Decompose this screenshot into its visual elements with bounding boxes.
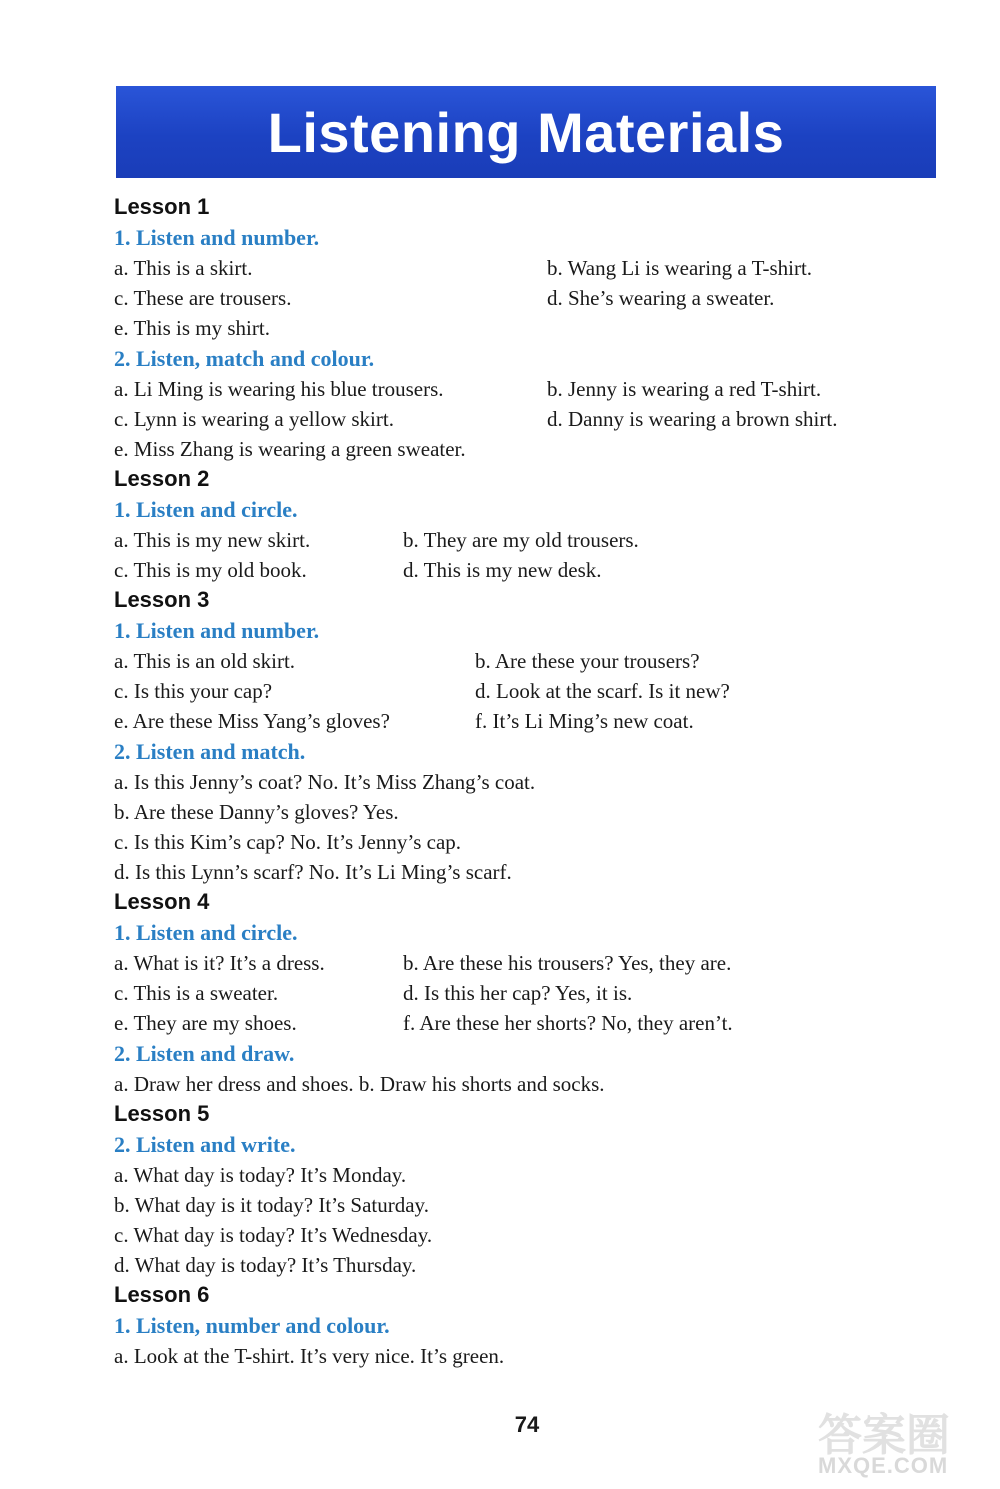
sentence: a. Draw her dress and shoes. b. Draw his shorts and socks.: [114, 1072, 605, 1096]
lesson-heading: Lesson 4: [114, 889, 210, 914]
sentence-row: [114, 525, 974, 555]
exercise-heading: 1. Listen and number.: [114, 225, 320, 250]
sentence-row: [114, 434, 974, 464]
sentence: a. Li Ming is wearing his blue trousers.: [114, 377, 444, 401]
page-title: Listening Materials: [267, 100, 785, 164]
exercise-heading: 1. Listen and circle.: [114, 497, 298, 522]
lesson-heading: Lesson 5: [114, 1101, 210, 1126]
sentence: a. What day is today? It’s Monday.: [114, 1163, 407, 1187]
sentence: a. This is my new skirt.: [114, 528, 311, 552]
sentence: c. Is this Kim’s cap? No. It’s Jenny’s cap.: [114, 830, 462, 854]
sentence: a. Is this Jenny’s coat? No. It’s Miss Zhang’s coat.: [114, 770, 536, 794]
lesson-heading: Lesson 6: [114, 1282, 210, 1307]
sentence-row: [114, 857, 974, 887]
sentence-row: [114, 1069, 974, 1099]
sentence-row: [114, 797, 974, 827]
exercise-heading: 2. Listen and draw.: [114, 1041, 295, 1066]
sentence-row: [114, 767, 974, 797]
sentence-row: [114, 1220, 974, 1250]
sentence: d. What day is today? It’s Thursday.: [114, 1253, 417, 1277]
exercise-heading: 2. Listen, match and colour.: [114, 346, 375, 371]
sentence: c. What day is today? It’s Wednesday.: [114, 1223, 433, 1247]
sentence: b. What day is it today? It’s Saturday.: [114, 1193, 429, 1217]
listening-content: [114, 192, 974, 1371]
title-banner: [116, 86, 936, 178]
sentence: d. Danny is wearing a brown shirt.: [547, 407, 838, 431]
sentence-row: [114, 646, 974, 676]
sentence: e. Miss Zhang is wearing a green sweater.: [114, 437, 466, 461]
sentence: b. Jenny is wearing a red T-shirt.: [547, 377, 822, 401]
sentence: d. Is this Lynn’s scarf? No. It’s Li Ming’s scarf.: [114, 860, 512, 884]
sentence-row: [114, 404, 974, 434]
exercise-heading: 1. Listen, number and colour.: [114, 1313, 390, 1338]
sentence-row: [114, 555, 974, 585]
sentence-row: [114, 827, 974, 857]
sentence: b. They are my old trousers.: [403, 528, 639, 552]
sentence-row: [114, 374, 974, 404]
sentence: e. They are my shoes.: [114, 1011, 297, 1035]
sentence: b. Are these your trousers?: [475, 649, 700, 673]
sentence-row: [114, 706, 974, 736]
lesson-heading: Lesson 3: [114, 587, 210, 612]
sentence: c. This is my old book.: [114, 558, 307, 582]
sentence-row: [114, 1008, 974, 1038]
sentence: a. What is it? It’s a dress.: [114, 951, 325, 975]
sentence: c. Lynn is wearing a yellow skirt.: [114, 407, 394, 431]
sentence: d. Is this her cap? Yes, it is.: [403, 981, 633, 1005]
sentence: a. This is a skirt.: [114, 256, 253, 280]
sentence: f. It’s Li Ming’s new coat.: [475, 709, 694, 733]
sentence-row: [114, 1250, 974, 1280]
sentence-row: [114, 283, 974, 313]
sentence: d. She’s wearing a sweater.: [547, 286, 775, 310]
sentence: f. Are these her shorts? No, they aren’t.: [403, 1011, 733, 1035]
sentence-row: [114, 978, 974, 1008]
sentence-row: [114, 253, 974, 283]
sentence: a. Look at the T-shirt. It’s very nice. It’s green.: [114, 1344, 505, 1368]
watermark-logo-icon: 答案圈: [818, 1411, 950, 1460]
sentence: a. This is an old skirt.: [114, 649, 296, 673]
sentence: d. This is my new desk.: [403, 558, 602, 582]
sentence: b. Are these Danny’s gloves? Yes.: [114, 800, 399, 824]
exercise-heading: 2. Listen and match.: [114, 739, 306, 764]
exercise-heading: 1. Listen and circle.: [114, 920, 298, 945]
watermark-site: MXQE.COM: [818, 1453, 949, 1478]
lesson-heading: Lesson 2: [114, 466, 210, 491]
sentence-row: [114, 1341, 974, 1371]
sentence: c. This is a sweater.: [114, 981, 279, 1005]
sentence: e. This is my shirt.: [114, 316, 270, 340]
sentence: b. Are these his trousers? Yes, they are.: [403, 951, 732, 975]
sentence: c. Is this your cap?: [114, 679, 273, 703]
sentence-row: [114, 676, 974, 706]
exercise-heading: 1. Listen and number.: [114, 618, 320, 643]
sentence: e. Are these Miss Yang’s gloves?: [114, 709, 390, 733]
sentence-row: [114, 313, 974, 343]
exercise-heading: 2. Listen and write.: [114, 1132, 296, 1157]
watermark: [798, 1399, 988, 1479]
sentence: c. These are trousers.: [114, 286, 292, 310]
sentence-row: [114, 1190, 974, 1220]
lesson-heading: Lesson 1: [114, 194, 210, 219]
page-number: 74: [514, 1412, 540, 1437]
sentence: d. Look at the scarf. Is it new?: [475, 679, 730, 703]
sentence-row: [114, 1160, 974, 1190]
sentence: b. Wang Li is wearing a T-shirt.: [547, 256, 813, 280]
sentence-row: [114, 948, 974, 978]
